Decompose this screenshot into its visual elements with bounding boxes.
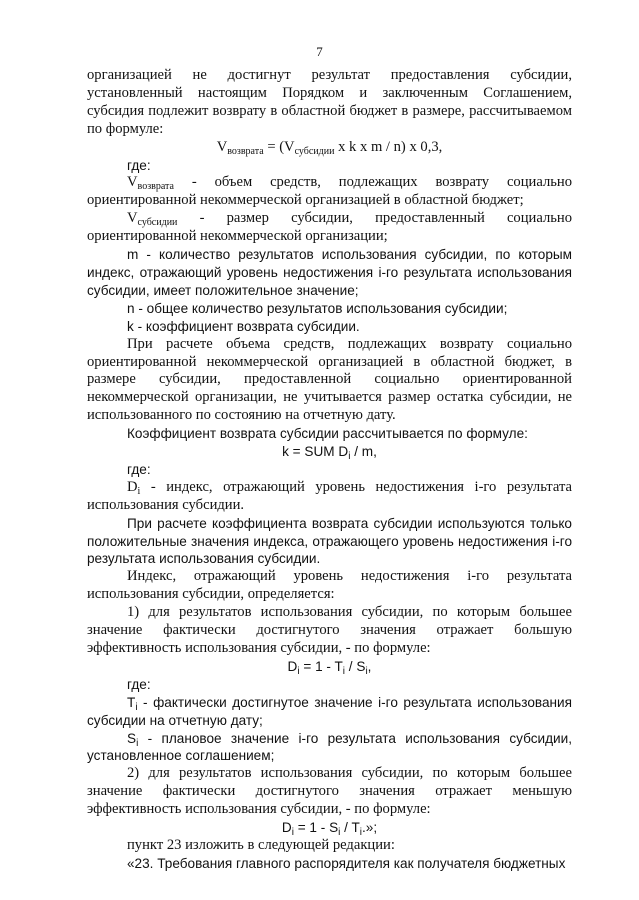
where-label: где: (127, 461, 151, 477)
definition-d-index: $D_i$ - индекс, отражающий уровень недостижения i-го результата использования субсидии. (87, 478, 572, 513)
definition-n: n - общее количество результатов использования субсидии; (127, 300, 508, 316)
definition-t: $T_i$ - фактически достигнутое значение i-го результата использования субсидии на отчетную дату; (87, 694, 572, 728)
definition-k: k - коэффициент возврата субсидии. (127, 318, 360, 334)
paragraph-calculation-note: При расчете объема средств, подлежащих возврату социально ориентированной некоммерческой организацией в областной бюджет, в размере субсидии, предоставленной социально ориентированной некоммерческой организации, не учитывается размер остатка субсидии, не использованного по состоянию на отчетную дату. (87, 335, 572, 424)
paragraph-positive-values: При расчете коэффициента возврата субсидии используются только положительные значения индекса, отражающего уровень недостижения i-го результата использования субсидии. (87, 515, 572, 567)
document-body (87, 67, 572, 873)
where-label: где: (127, 676, 151, 692)
definition-m: m - количество результатов использования субсидии, по которым индекс, отражающий уровень недостижения i-го результата использования субсидии, имеет положительное значение; (87, 247, 572, 298)
paragraph-return-condition: организацией не достигнут результат предоставления субсидии, установленный настоящим Порядком и заключенным Соглашением, субсидия подлежит возврату в областной бюджет в размере, рассчитываемом по формуле: (87, 67, 572, 137)
definition-v-subsidy: $V_{субсидии}$ - размер субсидии, предоставленный социально ориентированной некоммерческой организации; (87, 210, 572, 245)
formula-index-case-1: $D_i = 1 - T_i / S_i$, (287, 658, 372, 677)
definition-v-return: $V_{возврата}$ - объем средств, подлежащих возврату социально ориентированной некоммерческой организацией в областной бюджет; (87, 174, 572, 209)
where-label: где: (127, 157, 151, 173)
formula-index-case-2: $D_i = 1 - S_i / T_i$.»; (281, 820, 378, 839)
formula-return-volume: $V_{возврата} = (V_{субсидии}$ x k x m / n) x 0,3, (216, 138, 443, 157)
paragraph-case-2: 2) для результатов использования субсидии, по которым большее значение фактически достигнутого значения отражает меньшую эффективность использования субсидии, - по формуле: (87, 765, 572, 818)
paragraph-index-definition: Индекс, отражающий уровень недостижения i-го результата использования субсидии, определяется: (87, 568, 572, 603)
definition-s: $S_i$ - плановое значение i-го результата использования субсидии, установленное соглашением; (87, 730, 572, 764)
paragraph-item-23-intro: пункт 23 изложить в следующей редакции: (127, 836, 395, 853)
paragraph-item-23: «23. Требования главного распорядителя как получателя бюджетных (127, 855, 566, 871)
paragraph-coefficient-intro: Коэффициент возврата субсидии рассчитывается по формуле: (127, 426, 528, 442)
formula-coefficient: k = SUM $D_i$ / m, (282, 444, 377, 463)
paragraph-case-1: 1) для результатов использования субсидии, по которым большее значение фактически достигнутого значения отражает большую эффективность использования субсидии, - по формуле: (87, 604, 572, 656)
page-number: 7 (316, 44, 323, 59)
